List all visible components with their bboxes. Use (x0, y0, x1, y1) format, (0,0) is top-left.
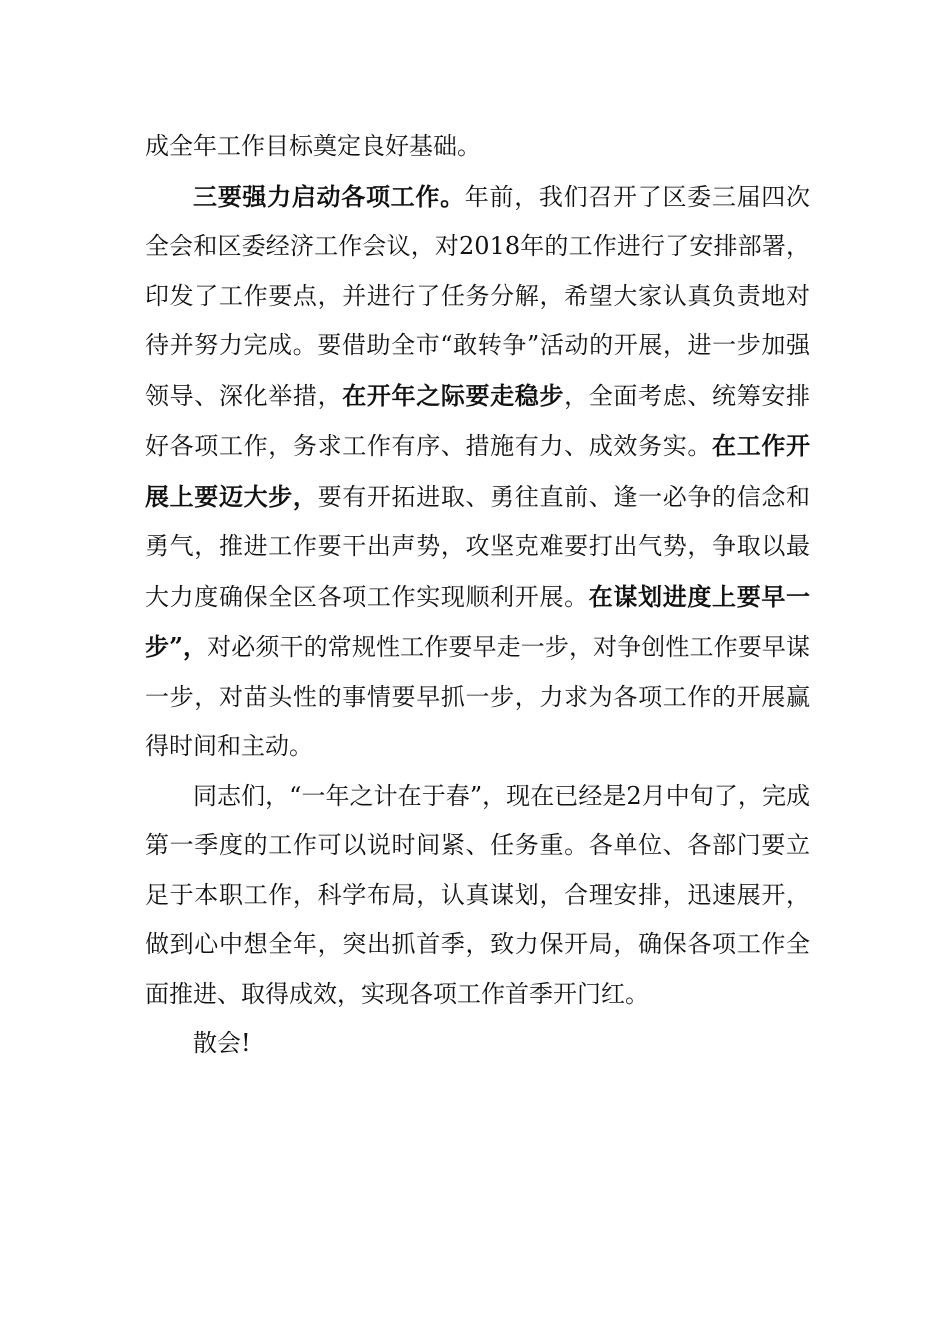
text-segment: 成全年工作目标奠定良好基础。 (145, 132, 481, 160)
bold-emphasis-segment: 在谋划进度上要早一步”， (145, 581, 811, 661)
text-segment: ，全面考虑、统筹安排好各项工作，务求工作有序、措施有力、成效务实。 (145, 381, 811, 460)
text-segment: 年前，我们召开了区委三届四次全会和区委经济工作会议，对2018年的工作进行了安排部署，印发了工作要点，并进行了任务分解，希望大家认真负责地对待并努力完成。要借助全市“敢转争”活动的开展，进一步加强领导、深化举措， (145, 182, 811, 410)
bold-emphasis-segment: 在工作开展上要迈大步， (145, 431, 811, 511)
paragraph-closing (145, 1019, 810, 1069)
bold-emphasis-segment: 在开年之际要走稳步 (342, 380, 565, 410)
text-segment: 同志们，“一年之计在于春”，现在已经是2月中旬了，完成第一季度的工作可以说时间紧、任务重。各单位、各部门要立足于本职工作，科学布局，认真谋划，合理安排，迅速展开，做到心中想全年，突出抓首季，致力保开局，确保各项工作全面推进、取得成效，实现各项工作首季开门红。 (145, 781, 810, 1008)
text-segment: 散会! (193, 1029, 251, 1057)
text-segment: 要有开拓进取、勇往直前、逢一必争的信念和勇气，推进工作要干出声势，攻坚克难要打出气势，争取以最大力度确保全区各项工作实现顺利开展。 (145, 482, 810, 611)
text-segment: 对必须干的常规性工作要早走一步，对争创性工作要早谋一步，对苗头性的事情要早抓一步，力求为各项工作的开展赢得时间和主动。 (145, 633, 811, 760)
document-body (145, 122, 810, 1069)
bold-heading-segment: 三要强力启动各项工作。 (193, 181, 465, 211)
paragraph-1 (145, 122, 810, 172)
paragraph-3 (145, 772, 810, 1020)
paragraph-2 (145, 172, 810, 772)
